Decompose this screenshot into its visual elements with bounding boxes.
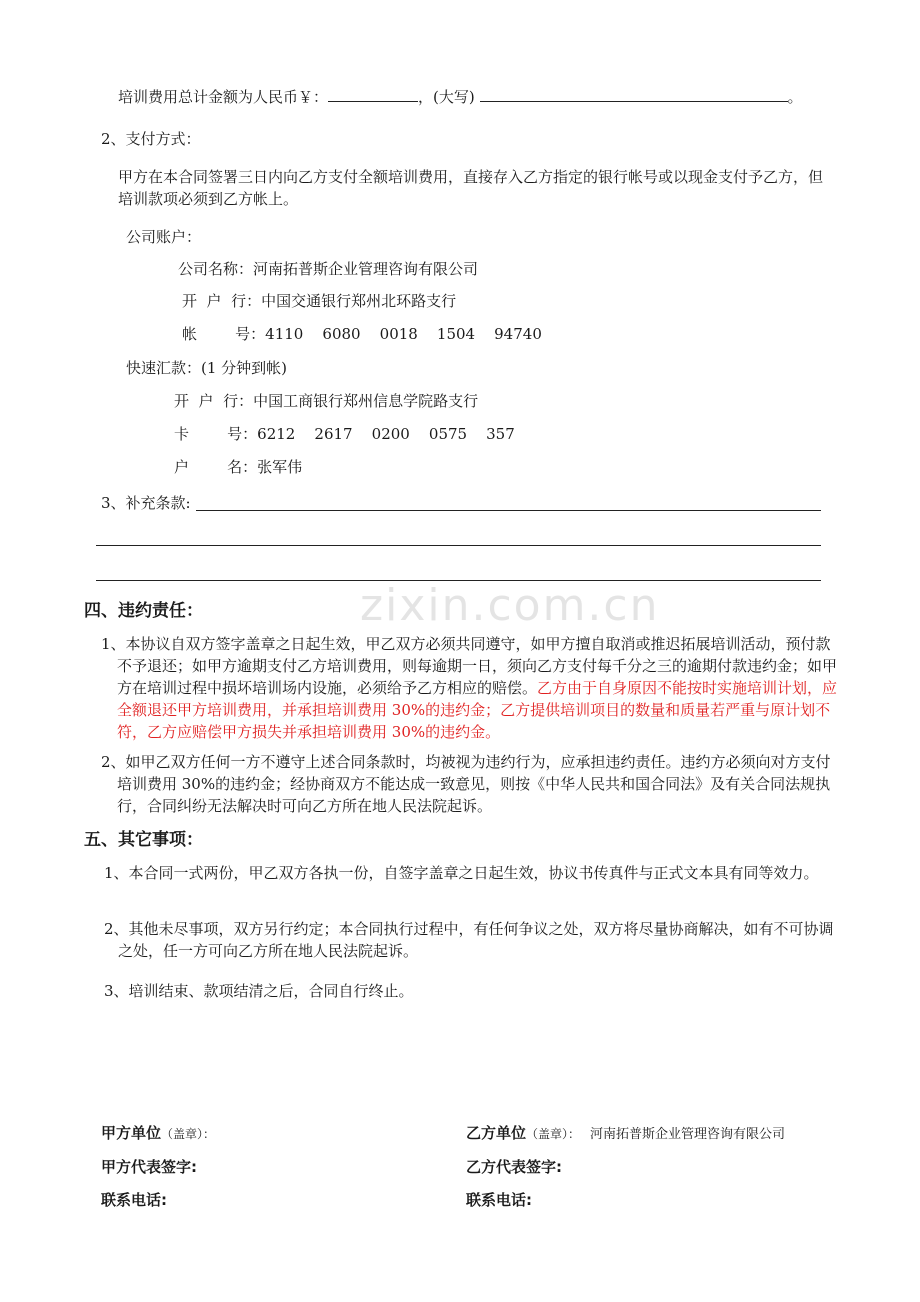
fee-total-sep: ，(大写) (418, 88, 475, 106)
company-account-label: 公司账户： (126, 228, 202, 246)
fee-total-line (118, 85, 803, 108)
fee-total-label: 培训费用总计金额为人民币￥： (118, 88, 329, 106)
fast-bank-label: 开 户 行： (174, 392, 254, 410)
supplement-line-3 (96, 580, 821, 581)
account-label: 帐 号： (182, 325, 266, 343)
fee-amount-blank (328, 85, 418, 102)
holder-value: 张军伟 (257, 458, 303, 476)
section5-item1: 1、本合同一式两份，甲乙双方各执一份，自签字盖章之日起生效，协议书传真件与正式文本具有同等效力。 (104, 864, 819, 882)
company-name-value: 河南拓普斯企业管理咨询有限公司 (253, 260, 479, 278)
section5-title: 五、其它事项： (84, 830, 203, 850)
party-a-unit-row (101, 1122, 215, 1145)
section5-item3: 3、培训结束、款项结清之后，合同自行终止。 (104, 982, 414, 1000)
bank-label: 开 户 行： (182, 292, 262, 310)
card-value: 6212 2617 0200 0575 357 (257, 425, 515, 443)
bank-value: 中国交通银行郑州北环路支行 (261, 292, 457, 310)
account-value: 4110 6080 0018 1504 94740 (265, 325, 542, 343)
section4-item1 (101, 633, 841, 743)
payment-heading: 2、支付方式： (101, 130, 201, 148)
section4-item2: 2、如甲乙双方任何一方不遵守上述合同条款时，均被视为违约行为，应承担违约责任。违约方必须向对方支付培训费用 30%的违约金；经协商双方不能达成一致意见，则按《中华人民共和国合同法》及有关合同法规执行，合同纠纷无法解决时可向乙方所在地人民法院起诉。 (101, 753, 831, 815)
account-row (182, 323, 542, 345)
section4-item1-text: 1、本协议自双方签字盖章之日起生效，甲乙双方必须共同遵守，如甲方擅自取消或推迟拓展培训活动，预付款不予退还；如甲方逾期支付乙方培训费用，则每逾期一日，须向乙方支付每千分之三的逾期付款违约金；如甲方在培训过程中损坏培训场内设施，必须给予乙方相应的赔偿。 (101, 635, 838, 697)
section4-item1-red-text: 乙方由于自身原因不能按时实施培训计划，应全额退还甲方培训费用，并承担培训费用 30%的违约金；乙方提供培训项目的数量和质量若严重与原计划不符，乙方应赔偿甲方损失并承担培训费用 30%的违约金。 (117, 679, 838, 741)
supplement-label: 3、补充条款: (101, 494, 191, 512)
holder-row (174, 456, 302, 478)
fast-transfer-label: 快速汇款：(1 分钟到帐) (126, 359, 288, 377)
party-b-rep-label: 乙方代表签字: (466, 1158, 562, 1176)
company-name-row (178, 258, 478, 280)
party-a-phone-label: 联系电话: (101, 1191, 167, 1209)
bank-row (182, 290, 456, 312)
supplement-line-1 (196, 510, 821, 511)
party-b-unit-label: 乙方单位 (466, 1124, 527, 1142)
company-name-label: 公司名称： (178, 260, 254, 278)
payment-text: 甲方在本合同签署三日内向乙方支付全额培训费用，直接存入乙方指定的银行帐号或以现金支付予乙方，但培训款项必须到乙方帐上。 (118, 168, 824, 208)
party-b-seal-label: （盖章）： (526, 1127, 581, 1141)
fast-bank-row (174, 390, 478, 412)
fee-total-end: 。 (787, 88, 803, 106)
party-a-rep-label: 甲方代表签字: (101, 1158, 197, 1176)
party-b-phone-label: 联系电话: (466, 1191, 532, 1209)
watermark: zixin.com.cn (360, 580, 660, 631)
holder-label: 户 名： (174, 458, 258, 476)
party-b-company: 河南拓普斯企业管理咨询有限公司 (590, 1127, 786, 1142)
fee-uppercase-blank (480, 85, 788, 102)
section5-item2: 2、其他未尽事项，双方另行约定；本合同执行过程中，有任何争议之处，双方将尽量协商解决，如有不可协调之处，任一方可向乙方所在地人民法院起诉。 (104, 920, 834, 960)
party-b-unit-row (466, 1122, 785, 1146)
party-a-seal-label: （盖章）： (161, 1127, 216, 1141)
card-row (174, 423, 515, 445)
supplement-line-2 (96, 545, 821, 546)
fast-bank-value: 中国工商银行郑州信息学院路支行 (253, 392, 479, 410)
section4-title: 四、违约责任： (84, 601, 203, 621)
card-label: 卡 号： (174, 425, 258, 443)
party-a-unit-label: 甲方单位 (101, 1124, 162, 1142)
